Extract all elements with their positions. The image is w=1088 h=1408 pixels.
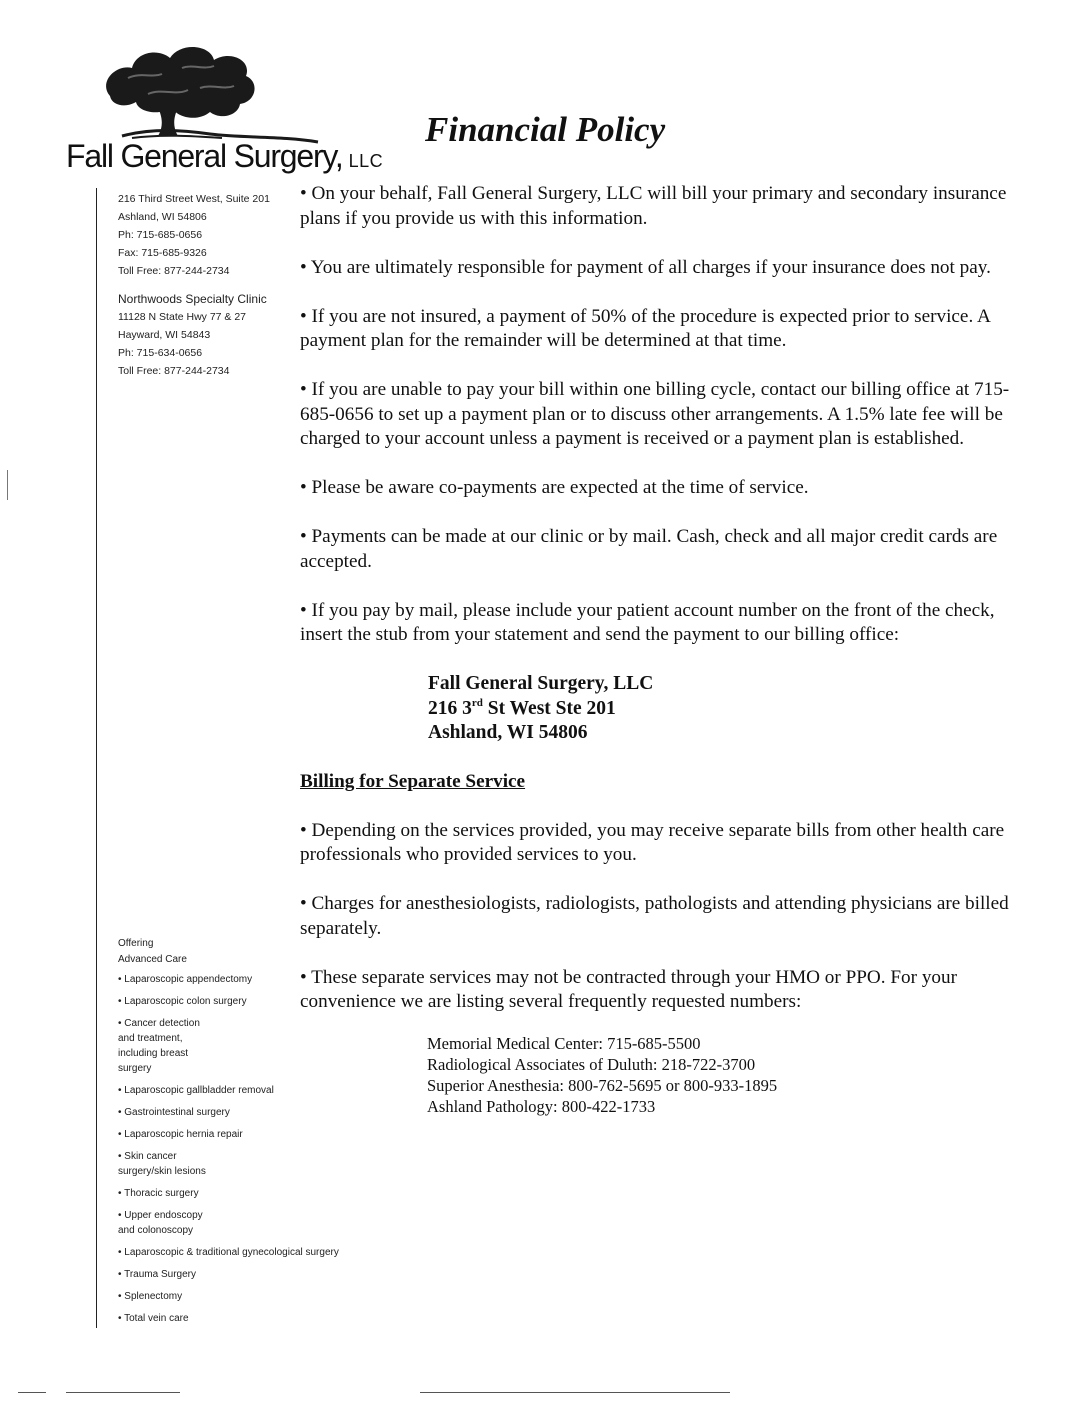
scan-artifact — [18, 1392, 46, 1393]
sidebar-divider — [96, 188, 97, 1328]
section-heading: Billing for Separate Service — [300, 770, 526, 792]
service-item: • Trauma Surgery — [118, 1269, 196, 1280]
address-line: Ashland, WI 54806 — [118, 211, 207, 223]
policy-paragraph: • These separate services may not be contracted through your HMO or PPO. For your convenience we are listing several frequently requested numbers: — [300, 966, 957, 1012]
clinic-name: Northwoods Specialty Clinic — [118, 292, 267, 306]
contact-number: Superior Anesthesia: 800-762-5695 or 800-933-1895 — [427, 1076, 778, 1095]
fax-line: Fax: 715-685-9326 — [118, 247, 207, 259]
service-item: • Total vein care — [118, 1313, 189, 1324]
service-item: • Laparoscopic appendectomy — [118, 974, 253, 985]
policy-paragraph: • Charges for anesthesiologists, radiologists, pathologists and attending physicians are billed separately. — [300, 893, 1009, 939]
policy-paragraph: • You are ultimately responsible for payment of all charges if your insurance does not pay. — [300, 256, 991, 278]
main-office-address — [118, 190, 270, 280]
service-item: • Laparoscopic hernia repair — [118, 1129, 243, 1140]
contact-number: Radiological Associates of Duluth: 218-722-3700 — [427, 1055, 756, 1074]
policy-paragraph: • On your behalf, Fall General Surgery, LLC will bill your primary and secondary insurance plans if you provide us with this information. — [300, 183, 1007, 229]
logo-name: Fall General Surgery, — [66, 138, 343, 174]
policy-paragraph: • If you pay by mail, please include your patient account number on the front of the check, insert the stub from your statement and send the payment to our billing office: — [300, 599, 995, 645]
services-heading-line: Advanced Care — [118, 954, 187, 965]
scan-artifact — [7, 470, 8, 500]
address-line: 216 Third Street West, Suite 201 — [118, 193, 270, 205]
service-item: • Thoracic surgery — [118, 1188, 199, 1199]
policy-paragraph: • Depending on the services provided, you may receive separate bills from other health care professionals who provided services to you. — [300, 819, 1005, 865]
scan-artifact — [420, 1392, 730, 1393]
services-heading-line: Offering — [118, 938, 154, 949]
scan-artifact — [66, 1392, 180, 1393]
policy-paragraph: • Please be aware co-payments are expected at the time of service. — [300, 477, 809, 498]
address-street-name: St West Ste 201 — [482, 697, 616, 719]
logo-suffix: LLC — [348, 151, 384, 171]
contact-number: Memorial Medical Center: 715-685-5500 — [427, 1034, 701, 1053]
policy-body — [300, 182, 1040, 1117]
service-item: • Skin cancer surgery/skin lesions — [118, 1151, 206, 1177]
toll-free-line: Toll Free: 877-244-2734 — [118, 265, 230, 277]
policy-paragraph: • If you are not insured, a payment of 50% of the procedure is expected prior to service. A payment plan for the remainder will be determined at that time. — [300, 305, 990, 351]
service-item: • Laparoscopic & traditional gynecological surgery — [118, 1247, 339, 1258]
policy-paragraph: • If you are unable to pay your bill within one billing cycle, contact our billing office at 715-685-0656 to set up a payment plan or to discuss other arrangements. A 1.5% late fee will be charged to your account unless a payment is received or a payment plan is established. — [300, 379, 1010, 449]
contact-number: Ashland Pathology: 800-422-1733 — [427, 1097, 656, 1116]
phone-line: Ph: 715-685-0656 — [118, 229, 203, 241]
billing-mailing-address — [428, 672, 1040, 746]
address-line: 11128 N State Hwy 77 & 27 — [118, 311, 247, 323]
toll-free-line: Toll Free: 877-244-2734 — [118, 365, 230, 377]
address-ordinal-suffix: rd — [471, 696, 483, 709]
address-company: Fall General Surgery, LLC — [428, 673, 654, 694]
page-title: Financial Policy — [425, 110, 666, 149]
service-item: • Upper endoscopy and colonoscopy — [118, 1210, 203, 1236]
policy-paragraph: • Payments can be made at our clinic or by mail. Cash, check and all major credit cards are accepted. — [300, 526, 998, 572]
contact-numbers-list — [427, 1033, 1040, 1117]
address-street-number: 216 3 — [428, 697, 472, 719]
address-line: Hayward, WI 54843 — [118, 329, 211, 341]
phone-line: Ph: 715-634-0656 — [118, 347, 203, 359]
northwoods-clinic-address — [118, 290, 267, 380]
service-item: • Gastrointestinal surgery — [118, 1107, 230, 1118]
service-item: • Laparoscopic gallbladder removal — [118, 1085, 274, 1096]
service-item: • Laparoscopic colon surgery — [118, 996, 247, 1007]
address-street — [428, 697, 1040, 722]
service-item: • Splenectomy — [118, 1291, 183, 1302]
address-city: Ashland, WI 54806 — [428, 722, 588, 743]
service-item: • Cancer detection and treatment, including breast surgery — [118, 1018, 200, 1074]
tree-logo-icon — [92, 38, 332, 148]
company-logo-text — [66, 138, 383, 175]
